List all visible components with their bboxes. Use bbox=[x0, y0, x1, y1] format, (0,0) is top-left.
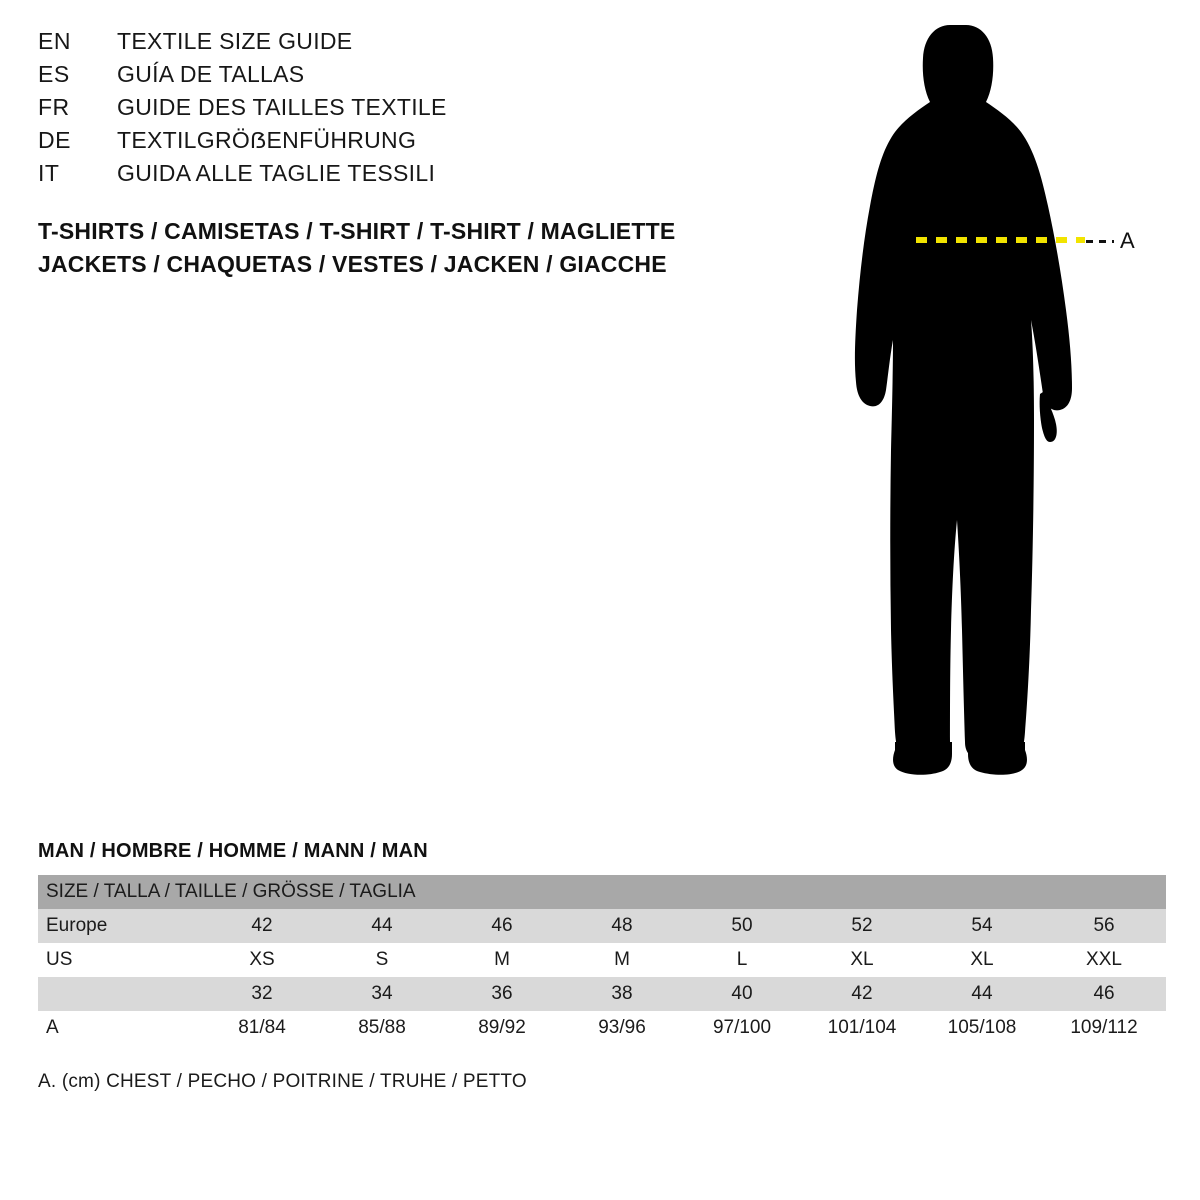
language-code: EN bbox=[38, 28, 71, 54]
table-row bbox=[38, 977, 1166, 1011]
size-table bbox=[38, 875, 1166, 1045]
cell: 38 bbox=[562, 977, 682, 1011]
table-row bbox=[38, 1011, 1166, 1045]
cell: 48 bbox=[562, 909, 682, 943]
language-title: TEXTILGRÖẞENFÜHRUNG bbox=[117, 127, 417, 153]
size-table-section bbox=[38, 840, 1166, 1093]
cell: XXL bbox=[1042, 943, 1166, 977]
header-block bbox=[38, 28, 738, 281]
category-block bbox=[38, 215, 738, 281]
cell: XS bbox=[202, 943, 322, 977]
cell: XL bbox=[922, 943, 1042, 977]
cell: 56 bbox=[1042, 909, 1166, 943]
man-silhouette-icon bbox=[800, 10, 1200, 800]
language-row bbox=[38, 127, 738, 160]
table-footnote: A. (cm) CHEST / PECHO / POITRINE / TRUHE / PETTO bbox=[38, 1071, 527, 1092]
cell: M bbox=[562, 943, 682, 977]
cell: 105/108 bbox=[922, 1011, 1042, 1045]
language-code: ES bbox=[38, 61, 70, 87]
cell: 93/96 bbox=[562, 1011, 682, 1045]
cell: 50 bbox=[682, 909, 802, 943]
measure-label-a: A bbox=[1120, 228, 1136, 253]
language-title: GUIDE DES TAILLES TEXTILE bbox=[117, 94, 447, 120]
cell: 101/104 bbox=[802, 1011, 922, 1045]
body-figure bbox=[800, 10, 1200, 800]
cell: S bbox=[322, 943, 442, 977]
cell: 36 bbox=[442, 977, 562, 1011]
cell: 97/100 bbox=[682, 1011, 802, 1045]
category-line-tshirts: T-SHIRTS / CAMISETAS / T-SHIRT / T-SHIRT / MAGLIETTE bbox=[38, 218, 676, 244]
row-label: US bbox=[38, 943, 202, 977]
row-label: A bbox=[38, 1011, 202, 1045]
row-label: Europe bbox=[38, 909, 202, 943]
cell: 52 bbox=[802, 909, 922, 943]
row-label bbox=[38, 977, 202, 1011]
measure-leader-dash bbox=[1086, 240, 1114, 243]
cell: 85/88 bbox=[322, 1011, 442, 1045]
gender-heading: MAN / HOMBRE / HOMME / MANN / MAN bbox=[38, 840, 428, 862]
cell: 109/112 bbox=[1042, 1011, 1166, 1045]
language-row bbox=[38, 160, 738, 193]
cell: 44 bbox=[322, 909, 442, 943]
cell: 32 bbox=[202, 977, 322, 1011]
cell: 34 bbox=[322, 977, 442, 1011]
table-header-row bbox=[38, 875, 1166, 909]
category-line-jackets: JACKETS / CHAQUETAS / VESTES / JACKEN / GIACCHE bbox=[38, 251, 667, 277]
language-code: FR bbox=[38, 94, 70, 120]
table-row bbox=[38, 909, 1166, 943]
cell: M bbox=[442, 943, 562, 977]
language-title: GUIDA ALLE TAGLIE TESSILI bbox=[117, 160, 436, 186]
cell: L bbox=[682, 943, 802, 977]
language-title: TEXTILE SIZE GUIDE bbox=[117, 28, 353, 54]
language-code: DE bbox=[38, 127, 71, 153]
cell: 40 bbox=[682, 977, 802, 1011]
language-row bbox=[38, 28, 738, 61]
cell: 42 bbox=[202, 909, 322, 943]
language-row bbox=[38, 61, 738, 94]
language-list bbox=[38, 28, 738, 193]
cell: 44 bbox=[922, 977, 1042, 1011]
table-row bbox=[38, 943, 1166, 977]
language-code: IT bbox=[38, 160, 60, 186]
cell: 46 bbox=[442, 909, 562, 943]
cell: 46 bbox=[1042, 977, 1166, 1011]
language-row bbox=[38, 94, 738, 127]
cell: 54 bbox=[922, 909, 1042, 943]
cell: 89/92 bbox=[442, 1011, 562, 1045]
cell: XL bbox=[802, 943, 922, 977]
language-title: GUÍA DE TALLAS bbox=[117, 61, 305, 87]
cell: 81/84 bbox=[202, 1011, 322, 1045]
size-header-label: SIZE / TALLA / TAILLE / GRÖSSE / TAGLIA bbox=[38, 875, 1166, 909]
cell: 42 bbox=[802, 977, 922, 1011]
